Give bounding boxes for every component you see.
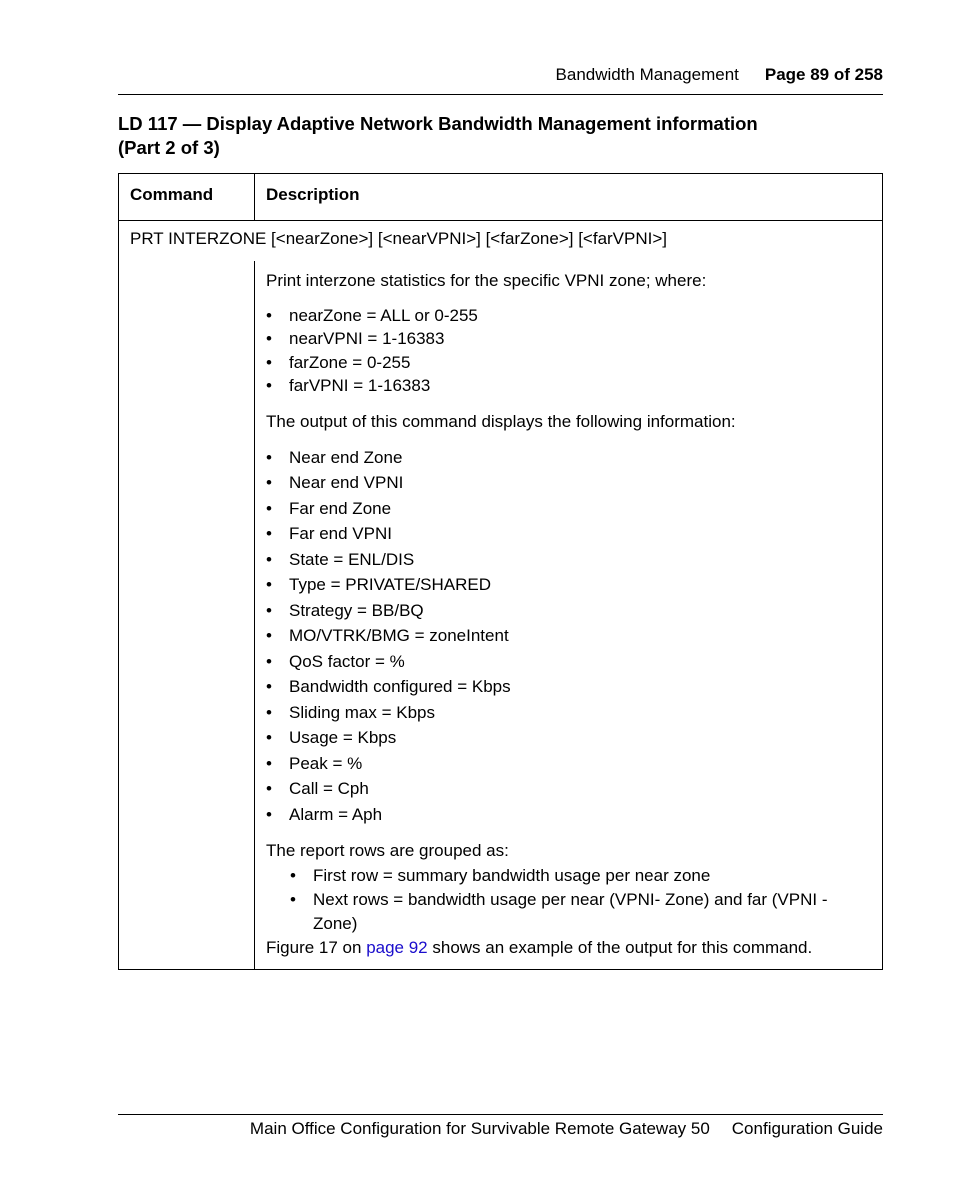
list-item: • Usage = Kbps: [266, 725, 872, 751]
list-item: • QoS factor = %: [266, 649, 872, 675]
output-list: [266, 445, 872, 828]
page-link[interactable]: page 92: [366, 938, 428, 957]
list-item: • Peak = %: [266, 751, 872, 777]
description-row: [119, 261, 883, 970]
list-item: • farVPNI = 1-16383: [266, 374, 872, 398]
list-item: • nearZone = ALL or 0-255: [266, 304, 872, 328]
document-title: Main Office Configuration for Survivable Remote Gateway 50: [249, 1119, 710, 1138]
group-list: [266, 864, 872, 936]
figure-reference-text: Figure 17 on: [266, 938, 367, 957]
column-header-command: Command: [119, 174, 255, 221]
list-item: • Next rows = bandwidth usage per near (VPNI- Zone) and far (VPNI - Zone): [290, 888, 872, 936]
list-item: • First row = summary bandwidth usage per near zone: [290, 864, 872, 888]
command-cell-empty: [119, 261, 255, 970]
description-intro: Print interzone statistics for the specific VPNI zone; where:: [266, 270, 707, 290]
command-row: [119, 221, 883, 261]
list-item: • nearVPNI = 1-16383: [266, 327, 872, 351]
list-item: • Alarm = Aph: [266, 802, 872, 828]
table-title: [118, 112, 878, 160]
list-item: • Bandwidth configured = Kbps: [266, 674, 872, 700]
command-text: PRT INTERZONE [<nearZone>] [<nearVPNI>] [<farZone>] [<farVPNI>]: [119, 221, 883, 261]
table-title-line1: LD 117 — Display Adaptive Network Bandwidth Management information: [118, 113, 758, 134]
page-number: Page 89 of 258: [764, 65, 883, 84]
table-title-line2: (Part 2 of 3): [118, 137, 220, 158]
list-item: • Strategy = BB/BQ: [266, 598, 872, 624]
figure-reference-text-end: shows an example of the output for this command.: [427, 938, 813, 957]
document-type: Configuration Guide: [731, 1119, 883, 1138]
list-item: • Near end VPNI: [266, 470, 872, 496]
section-name: Bandwidth Management: [555, 65, 739, 84]
list-item: • State = ENL/DIS: [266, 547, 872, 573]
list-item: • Near end Zone: [266, 445, 872, 471]
page-footer: [118, 1114, 883, 1140]
list-item: • Far end Zone: [266, 496, 872, 522]
param-list: [266, 304, 872, 398]
figure-reference: [266, 936, 872, 959]
list-item: • Type = PRIVATE/SHARED: [266, 572, 872, 598]
table-header-row: [119, 174, 883, 221]
list-item: • Far end VPNI: [266, 521, 872, 547]
list-item: • farZone = 0-255: [266, 351, 872, 375]
description-cell: [255, 261, 883, 970]
list-item: • MO/VTRK/BMG = zoneIntent: [266, 623, 872, 649]
output-intro: The output of this command displays the following information:: [266, 411, 736, 431]
list-item: • Sliding max = Kbps: [266, 700, 872, 726]
column-header-description: Description: [255, 174, 883, 221]
page-header: [118, 64, 883, 95]
command-table: [118, 173, 883, 970]
list-item: • Call = Cph: [266, 776, 872, 802]
grouped-intro: The report rows are grouped as:: [266, 841, 509, 860]
